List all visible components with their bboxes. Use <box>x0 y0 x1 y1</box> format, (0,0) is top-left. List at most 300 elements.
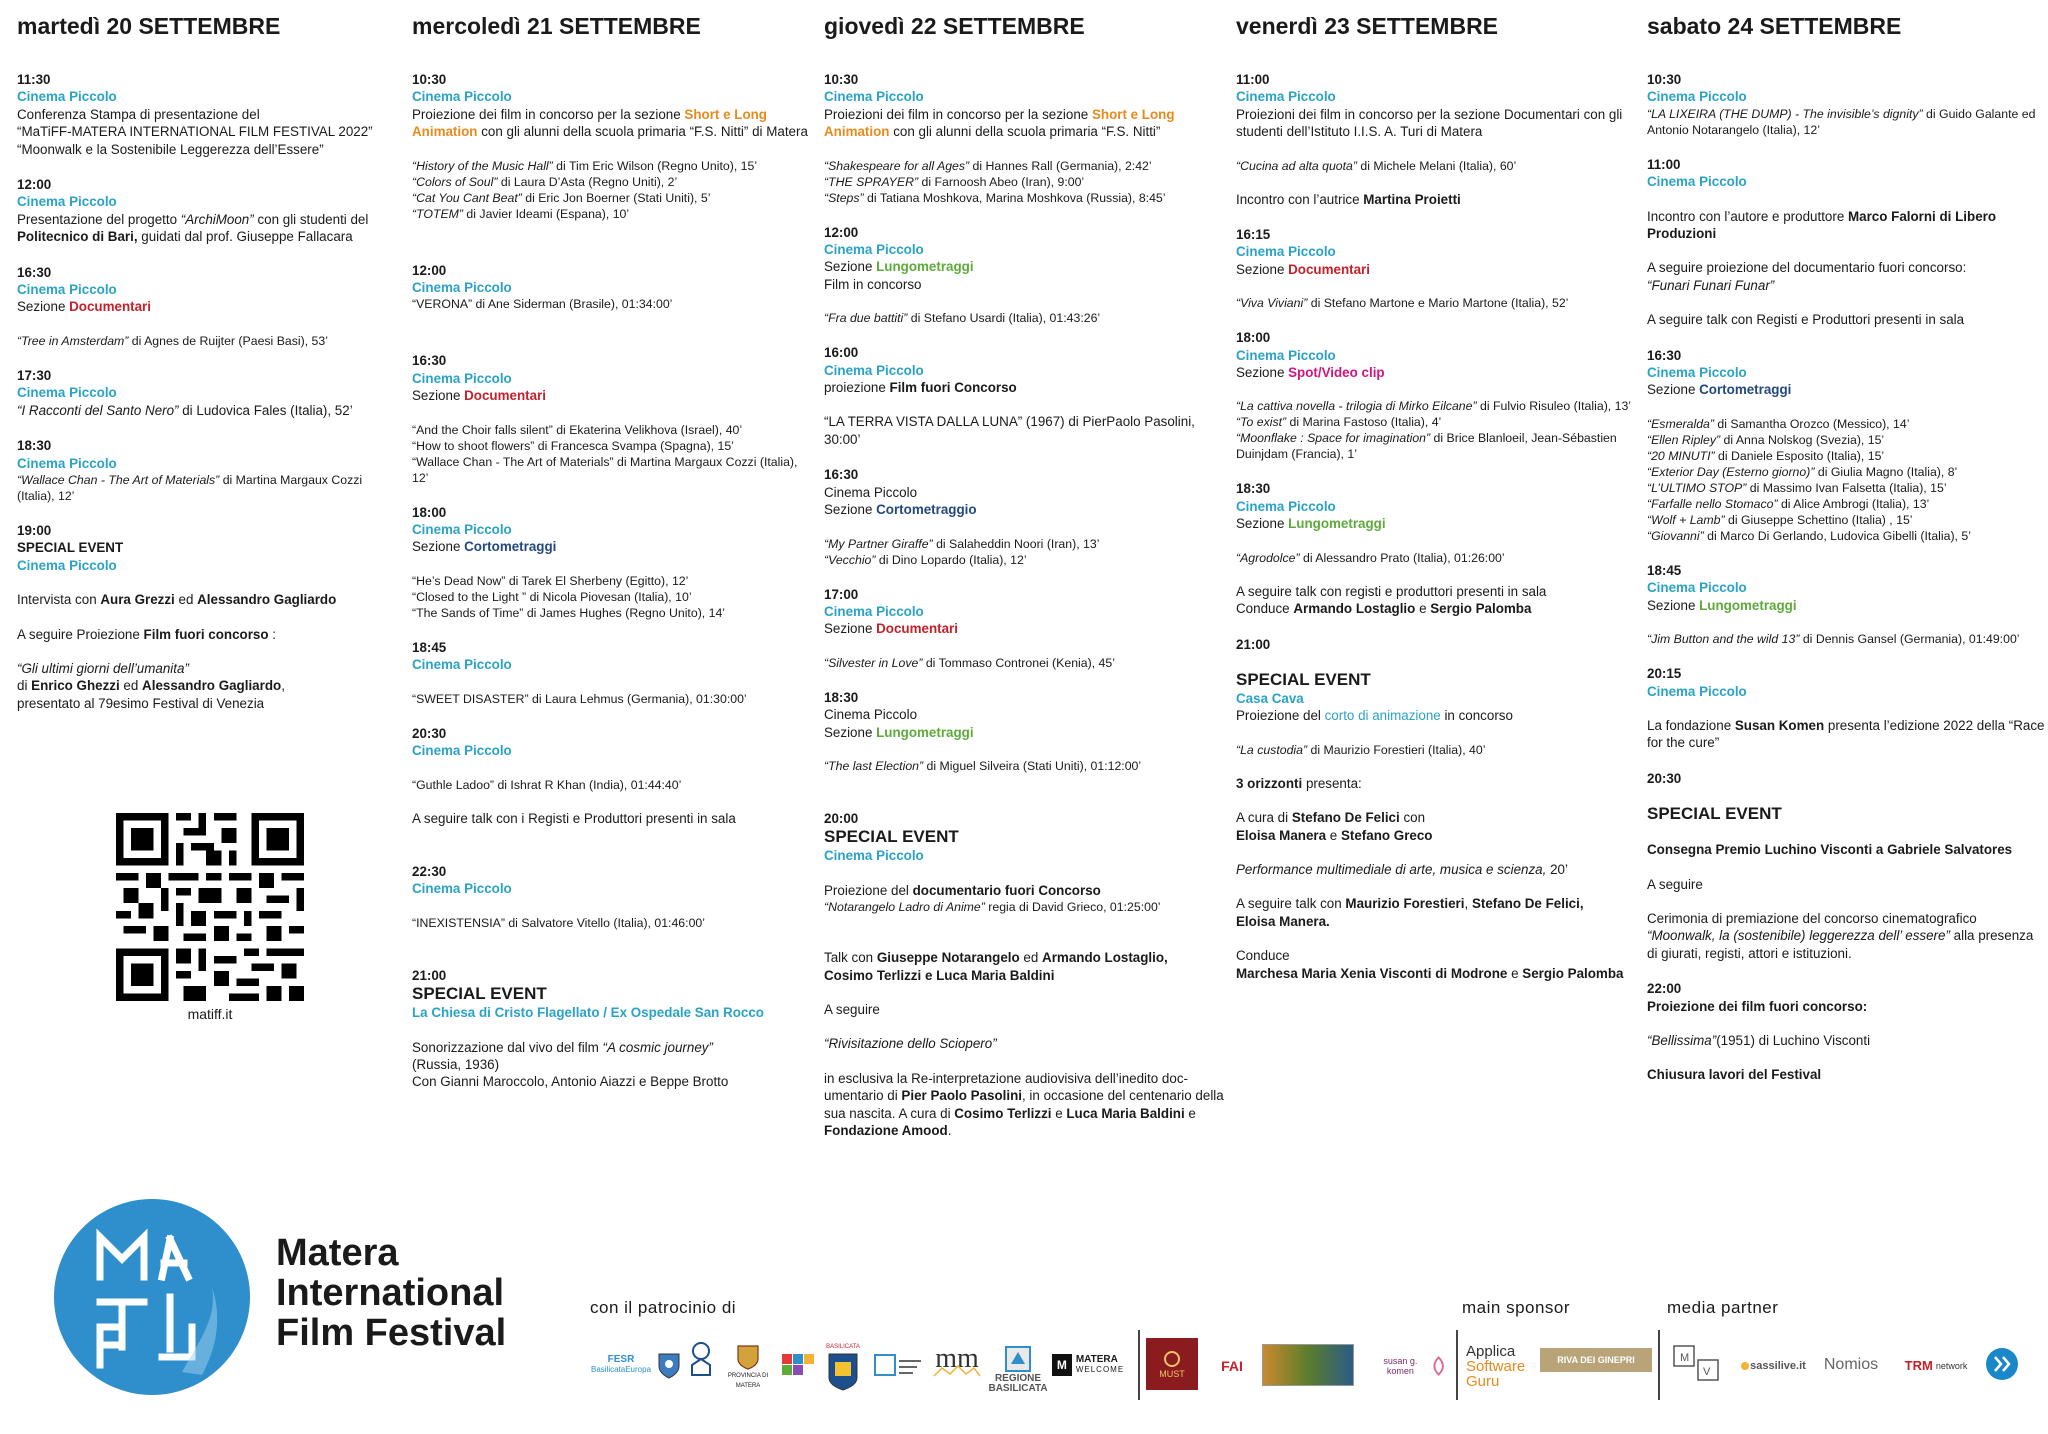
film-credit: di Ludovica Fales (Italia), 52’ <box>178 402 353 418</box>
text: Politecnico di Bari, <box>17 229 138 245</box>
film-title: “Bellissima” <box>1647 1032 1717 1048</box>
event-description <box>412 106 812 141</box>
film-title: “A cosmic journey” <box>602 1039 713 1055</box>
event-line <box>1236 827 1636 844</box>
text: La fondazione <box>1647 717 1735 733</box>
film-title: “TOTEM” <box>412 206 464 221</box>
text: Sezione <box>824 259 877 275</box>
event-line: Conferenza Stampa di presentazione del <box>17 106 260 122</box>
film-title: “Notarangelo Ladro di Anime” <box>824 900 985 915</box>
circle-brand-icon <box>1984 1346 2020 1382</box>
film-entry: “INEXISTENSIA” di Salvatore Vitello (Italia), 01:46:00’ <box>412 915 705 930</box>
event-venue: Cinema Piccolo <box>824 89 924 105</box>
text: Pier Paolo Pasolini <box>901 1088 1022 1104</box>
event-line: Con Gianni Maroccolo, Antonio Aiazzi e Beppe Brotto <box>412 1074 729 1090</box>
film-entry <box>824 758 1224 774</box>
film-title: “Cucina ad alta quota” <box>1236 158 1357 173</box>
event-time: 16:00 <box>824 345 859 361</box>
text: Sezione <box>824 502 877 518</box>
special-event-label: SPECIAL EVENT <box>1647 804 1782 824</box>
logo-text: FESR <box>607 1354 635 1365</box>
film-title: “My Partner Giraffe” <box>824 536 933 551</box>
film-entry <box>1647 1032 2047 1049</box>
text: Sezione <box>1647 382 1700 398</box>
event <box>17 176 402 246</box>
event <box>17 437 402 504</box>
film-title: “History of the Music Hall” <box>412 158 553 173</box>
event <box>17 264 402 349</box>
event-special <box>1647 770 2047 962</box>
event-time: 11:30 <box>17 72 51 87</box>
must-logo <box>1146 1338 1198 1390</box>
text: presenta l’edizione 2022 della “Race for the cure” <box>1647 717 2045 751</box>
film-credit: di Dennis Gansel (Germania), 01:49:00’ <box>1799 632 2020 647</box>
day-title: giovedì 22 SETTEMBRE <box>824 13 1085 39</box>
film-title: “Moonflake : Space for imagination” <box>1236 431 1431 446</box>
event-venue: Cinema Piccolo <box>17 89 117 105</box>
media-partner-label: media partner <box>1667 1298 1779 1317</box>
film-entry <box>824 174 1224 190</box>
day-title: venerdì 23 SETTEMBRE <box>1236 13 1499 39</box>
event-line <box>1236 895 1636 912</box>
event <box>824 71 1224 206</box>
event-venue: Cinema Piccolo <box>1647 174 1747 190</box>
text: proiezione <box>824 380 890 396</box>
day-column-tuesday <box>17 0 402 730</box>
text: Enrico Ghezzi <box>31 678 120 694</box>
riva-logo <box>1540 1348 1652 1372</box>
event-venue: Cinema Piccolo <box>17 282 117 298</box>
film-credit: di Javier Ideami (Espana), 10’ <box>463 206 630 221</box>
event-venue: Cinema Piccolo <box>1236 244 1336 260</box>
text: con gli alunni della scuola primaria “F.S. Nitti” <box>889 124 1161 140</box>
film-title: “Jim Button and the wild 13” <box>1647 632 1800 647</box>
section-category: Lungometraggi <box>876 724 974 740</box>
text: A seguire Proiezione <box>17 626 144 642</box>
logo-text: BasilicataEuropa <box>590 1365 652 1374</box>
event-line <box>1236 965 1636 982</box>
text: A seguire talk con <box>1236 896 1346 912</box>
event-line: Consegna Premio Luchino Visconti a Gabriele Salvatores <box>1647 842 2013 858</box>
event-time: 17:00 <box>824 586 859 602</box>
event <box>412 352 812 485</box>
event-venue-plain: Cinema Piccolo <box>824 484 918 500</box>
event-section <box>824 620 1224 637</box>
event-venue: Cinema Piccolo <box>412 89 512 105</box>
film-entry <box>1236 158 1636 174</box>
film-credit: di Tatiana Moshkova, Marina Moshkova (Russia), 8:45’ <box>863 190 1166 205</box>
film-list <box>824 536 1224 568</box>
film-title: “Esmeralda” <box>1647 416 1714 431</box>
film-title: “La custodia” <box>1236 742 1308 757</box>
event-line: Chiusura lavori del Festival <box>1647 1067 1822 1083</box>
logo-separator <box>1456 1330 1458 1400</box>
unesco-icon <box>686 1340 716 1382</box>
event-venue: Cinema Piccolo <box>17 455 117 471</box>
film-entry <box>1647 464 2047 480</box>
text: Presentazione del progetto <box>17 211 181 227</box>
text: Alessandro Gagliardo <box>142 678 282 694</box>
film-list <box>1236 398 1636 462</box>
day-column-wednesday <box>412 0 812 1109</box>
event <box>412 504 812 621</box>
section-category: Cortometraggi <box>464 539 557 555</box>
film-title: “Vecchio” <box>824 552 876 567</box>
film-entry: “LA TERRA VISTA DALLA LUNA” (1967) di PierPaolo Pasolini, 30:00’ <box>824 414 1195 447</box>
text: Stefano De Felici, <box>1471 896 1584 912</box>
film-credit: di Dino Lopardo (Italia), 12’ <box>875 552 1027 567</box>
film-entry <box>1236 414 1636 430</box>
event-line: A seguire talk con registi e produttori presenti in sala <box>1236 583 1547 599</box>
event <box>1647 71 2047 138</box>
section-category: corto di animazione <box>1324 708 1441 724</box>
film-credit: di Anna Nolskog (Svezia), 15’ <box>1720 432 1885 447</box>
text: Proiezione dei film in concorso per la sezione <box>412 106 685 122</box>
event-section <box>1236 364 1636 381</box>
film-title: “Cat You Cant Beat” <box>412 190 522 205</box>
film-title: “Agrodolce” <box>1236 550 1300 565</box>
film-entry: “He’s Dead Now” di Tarek El Sherbeny (Egitto), 12’ <box>412 573 689 588</box>
event-line <box>824 882 1224 899</box>
event-venue: La Chiesa di Cristo Flagellato / Ex Ospedale San Rocco <box>412 1005 764 1021</box>
section-category: Documentari <box>464 388 546 404</box>
logo-text: MUST <box>1159 1369 1185 1379</box>
susan-komen-logo <box>1370 1350 1446 1382</box>
mw-icon: M <box>1052 1354 1072 1376</box>
film-credit: di Daniele Esposito (Italia), 15’ <box>1714 448 1885 463</box>
applica-logo <box>1466 1338 1530 1394</box>
event-line: presentato al 79esimo Festival di Venezia <box>17 695 265 711</box>
event-line: “MaTiFF-MATERA INTERNATIONAL FILM FESTIVAL 2022” <box>17 124 373 140</box>
text: Sezione <box>17 299 70 315</box>
event-section <box>1236 515 1636 532</box>
day-column-friday <box>1236 0 1636 1000</box>
event-line <box>17 677 402 694</box>
film-entry <box>17 472 402 504</box>
film-title: “Ellen Ripley” <box>1647 432 1721 447</box>
text: Sezione <box>1236 261 1289 277</box>
text: ed <box>174 592 198 608</box>
event <box>412 71 812 222</box>
day-title: mercoledì 21 SETTEMBRE <box>412 13 701 39</box>
logo-text: susan g. komen <box>1383 1356 1418 1376</box>
event-venue: Cinema Piccolo <box>1647 89 1747 105</box>
film-entry <box>824 899 1224 915</box>
event-venue: Cinema Piccolo <box>1647 580 1747 596</box>
day-title: martedì 20 SETTEMBRE <box>17 13 281 39</box>
event-line: Film in concorso <box>824 276 922 292</box>
text: Giuseppe Notarangelo <box>876 950 1020 966</box>
film-entry <box>1236 398 1636 414</box>
event <box>824 466 1224 567</box>
film-credit: di Giuseppe Schettino (Italia) , 15’ <box>1724 512 1913 527</box>
film-list <box>1647 416 2047 544</box>
event-line: “Moonwalk e la Sostenibile Leggerezza dell’Essere” <box>17 141 324 157</box>
text: Sezione <box>412 388 465 404</box>
film-title: “Giovanni” <box>1647 528 1704 543</box>
event-description <box>824 1070 1224 1140</box>
film-entry <box>1647 528 2047 544</box>
film-credit: di Marina Fastoso (Italia), 4’ <box>1286 415 1442 430</box>
text: Talk con <box>824 950 877 966</box>
media-partner-icon <box>1668 1340 1728 1388</box>
film-entry <box>412 190 812 206</box>
logo-text: Applica <box>1466 1342 1516 1360</box>
film-entry <box>1647 512 2047 528</box>
event-venue-plain: Cinema Piccolo <box>824 707 918 723</box>
special-event-label: SPECIAL EVENT <box>412 984 547 1004</box>
matera-welcome-logo <box>1050 1350 1126 1380</box>
film-list <box>412 158 812 222</box>
event-line: Eloisa Manera. <box>1236 913 1330 929</box>
event-venue: Cinema Piccolo <box>824 848 924 864</box>
film-credit: di Stefano Usardi (Italia), 01:43:26’ <box>907 311 1101 326</box>
film-title: “20 MINUTI” <box>1647 448 1715 463</box>
film-entry <box>824 655 1224 671</box>
film-entry <box>824 190 1224 206</box>
event-section <box>1647 381 2047 398</box>
film-credit: di Salaheddin Noori (Iran), 13’ <box>932 536 1100 551</box>
qr-caption[interactable]: matiff.it <box>187 1006 233 1022</box>
film-credit: di Agnes de Ruijter (Paesi Basi), 53’ <box>128 333 328 348</box>
event-venue: Cinema Piccolo <box>412 370 512 386</box>
fai-logo <box>1206 1348 1258 1384</box>
text: 20’ <box>1546 861 1568 877</box>
film-title: “THE SPRAYER” <box>824 174 919 189</box>
festival-name <box>276 1233 506 1353</box>
film-title: “L’ULTIMO STOP” <box>1647 480 1747 495</box>
logo-text: Nomios <box>1823 1356 1879 1373</box>
text: “Moonwalk, la (sostenibile) leggerezza dell’ essere” <box>1647 928 1950 944</box>
festival-logo <box>52 1197 252 1397</box>
text: 3 orizzonti <box>1236 775 1303 791</box>
section-category: Lungometraggi <box>1288 516 1386 532</box>
event-section <box>17 298 402 315</box>
logo-text: PROVINCIA DI MATERA <box>727 1373 769 1389</box>
film-title: “I Racconti del Santo Nero” <box>17 402 179 418</box>
film-list <box>412 422 812 486</box>
event-line: A seguire talk con i Registi e Produttori presenti in sala <box>412 810 736 826</box>
film-credit: di Massimo Ivan Falsetta (Italia), 15’ <box>1746 480 1947 495</box>
film-entry <box>1647 416 2047 432</box>
film-title: “Viva Viviani” <box>1236 296 1308 311</box>
event-line <box>1236 191 1636 208</box>
nomios-logo <box>1818 1350 1884 1380</box>
text: alla presenza di giurati, registi, attori e istituzioni. <box>1647 928 2034 961</box>
text: Proiezione del <box>1236 708 1325 724</box>
event-venue: Cinema Piccolo <box>17 194 117 210</box>
film-credit: regia di David Grieco, 01:25:00’ <box>984 900 1161 915</box>
logo-text: sassilive.it <box>1750 1360 1806 1372</box>
event-line <box>824 379 1224 396</box>
film-title: “The last Election” <box>824 758 924 773</box>
text: Sezione <box>824 621 877 637</box>
event <box>1236 480 1636 617</box>
text: Sergio Palomba <box>1430 601 1532 617</box>
event-time: 16:15 <box>1236 227 1271 243</box>
event-venue: Casa Cava <box>1236 690 1304 706</box>
event-time: 18:30 <box>17 438 52 454</box>
logo-text: RIVA DEI GINEPRI <box>1557 1355 1635 1365</box>
film-entry: “Guthle Ladoo” di Ishrat R Khan (India), 01:44:40’ <box>412 777 682 792</box>
text: , <box>1464 896 1472 912</box>
qr-code[interactable] <box>116 813 304 1001</box>
event-venue: Cinema Piccolo <box>1647 365 1747 381</box>
event-line <box>1236 707 1636 724</box>
film-title: “Fra due battiti” <box>824 311 908 326</box>
text: Sonorizzazione dal vivo del film <box>412 1039 603 1055</box>
text: , in occasione del centenario della sua nascita. A cura di <box>824 1088 1224 1121</box>
film-entry <box>412 206 812 222</box>
event-line <box>1236 600 1636 617</box>
text: ed <box>1019 950 1043 966</box>
mm-logo <box>928 1334 986 1398</box>
text: Sezione <box>1236 516 1289 532</box>
film-credit: di Farnoosh Abeo (Iran), 9:00’ <box>918 174 1085 189</box>
film-title: “To exist” <box>1236 415 1287 430</box>
section-category: Lungometraggi <box>1699 597 1797 613</box>
event <box>824 344 1224 448</box>
film-list <box>824 158 1224 206</box>
festival-name-line: Film Festival <box>276 1312 507 1354</box>
film-title: “La cattiva novella - trilogia di Mirko Eilcane” <box>1236 399 1477 414</box>
text: : <box>268 626 276 642</box>
event-section <box>824 258 1224 275</box>
film-credit: di Alice Ambrogi (Italia), 13’ <box>1777 496 1930 511</box>
text: e <box>1507 965 1523 981</box>
event-venue: Cinema Piccolo <box>824 362 924 378</box>
event-venue: Cinema Piccolo <box>1236 89 1336 105</box>
text: Film fuori Concorso <box>889 380 1017 396</box>
film-credit: di Laura D’Asta (Regno Uniti), 2’ <box>497 174 678 189</box>
film-entry: “VERONA” di Ane Siderman (Brasile), 01:34:00’ <box>412 297 673 312</box>
text: Intervista con <box>17 592 101 608</box>
text: Film fuori concorso <box>143 626 269 642</box>
text: Sergio Palomba <box>1522 965 1624 981</box>
event-time: 10:30 <box>824 72 859 87</box>
festival-name-line: International <box>276 1272 505 1314</box>
film-credit: di Tim Eric Wilson (Regno Unito), 15’ <box>552 158 758 173</box>
event-section <box>1236 261 1636 278</box>
event <box>1647 562 2047 647</box>
fesr-logo <box>592 1345 650 1385</box>
film-entry <box>824 552 1224 568</box>
event-line <box>1236 809 1636 826</box>
special-event-label: SPECIAL EVENT <box>824 827 959 847</box>
text: Armando Lostaglio, <box>1042 950 1168 966</box>
event-venue: Cinema Piccolo <box>412 522 512 538</box>
text: con gli alunni della scuola primaria “F.S. Nitti” di Matera <box>477 124 808 140</box>
day-column-saturday <box>1647 0 2047 1102</box>
logo-text: BASILICATA <box>826 1344 860 1350</box>
event-time: 22:00 <box>1647 981 1682 997</box>
section-category: Spot/Video clip <box>1288 365 1385 381</box>
film-entry <box>1647 106 2047 138</box>
event <box>412 639 812 707</box>
film-entry: “And the Choir falls silent” di Ekaterina Velikhova (Israel), 40’ <box>412 422 743 437</box>
event-time: 12:00 <box>17 177 52 193</box>
event-time: 18:00 <box>412 504 447 520</box>
special-event-label: SPECIAL EVENT <box>1236 669 1371 689</box>
film-entry <box>1647 448 2047 464</box>
film-entry <box>1647 631 2047 647</box>
event-description: Proiezioni dei film in concorso per la sezione Documentari con gli studenti dell’Istituto I.I.S. A. Turi di Matera <box>1236 106 1623 140</box>
event-venue: Cinema Piccolo <box>1236 498 1336 514</box>
film-list <box>412 573 812 621</box>
event-time: 12:00 <box>412 262 447 278</box>
text: Marchesa Maria Xenia Visconti di Modrone <box>1236 965 1508 981</box>
event-special <box>17 522 402 712</box>
text: documentario fuori Concorso <box>912 882 1101 898</box>
event-time: 16:30 <box>17 264 52 280</box>
film-entry <box>1647 480 2047 496</box>
film-credit: di Hannes Rall (Germania), 2:42’ <box>969 158 1152 173</box>
text: in esclusiva la Re-interpretazione audiovisiva dell’inedito doc-umentario di <box>824 1070 1188 1104</box>
event <box>1647 980 2047 1084</box>
section-category: Documentari <box>1288 261 1370 277</box>
film-entry <box>17 402 402 419</box>
event-time: 12:00 <box>824 224 859 240</box>
film-credit: (1951) di Luchino Visconti <box>1716 1032 1871 1048</box>
text: con gli studenti del <box>253 211 369 227</box>
logo-text: WELCOME <box>1075 1365 1125 1374</box>
event-special <box>824 810 1224 1139</box>
text: Stefano Greco <box>1340 827 1433 843</box>
film-credit: di Marco Di Gerlando, Ludovica Gibelli (Italia), 5’ <box>1703 528 1971 543</box>
text: con <box>1399 810 1426 826</box>
event-section <box>824 501 1224 518</box>
event-special <box>1236 636 1636 982</box>
text: Proiezioni dei film in concorso per la sezione <box>824 106 1092 122</box>
event-section <box>412 538 812 555</box>
film-credit: di Eric Jon Boerner (Stati Uniti), 5’ <box>521 190 711 205</box>
event <box>17 367 402 419</box>
regione-logo <box>990 1336 1046 1402</box>
main-sponsor-label: main sponsor <box>1462 1298 1571 1317</box>
event <box>1236 226 1636 311</box>
event-venue: Cinema Piccolo <box>17 385 117 401</box>
film-entry: “Closed to the Light ” di Nicola Piovesan (Italia), 10’ <box>412 589 692 604</box>
film-credit: di Maurizio Forestieri (Italia), 40’ <box>1307 742 1486 757</box>
day-title: sabato 24 SETTEMBRE <box>1647 13 1902 39</box>
event <box>1236 71 1636 208</box>
basilicata-logo <box>822 1340 864 1394</box>
event <box>1647 347 2047 544</box>
text: e <box>1051 1105 1067 1121</box>
event <box>1647 665 2047 752</box>
event-time: 20:15 <box>1647 666 1682 682</box>
event-time: 16:30 <box>824 467 859 483</box>
film-entry <box>1236 742 1636 758</box>
logo-text: network <box>1935 1361 1968 1371</box>
event-venue: Cinema Piccolo <box>1236 347 1336 363</box>
text: , <box>281 678 285 694</box>
film-credit: di Giulia Magno (Italia), 8’ <box>1814 464 1958 479</box>
film-title: “Farfalle nello Stomaco” <box>1647 496 1778 511</box>
film-entry <box>17 333 402 349</box>
text: Alessandro Gagliardo <box>197 592 337 608</box>
text: Sezione <box>824 724 877 740</box>
event-time: 18:45 <box>412 639 447 655</box>
event-line <box>17 626 402 643</box>
logo-text: TRM <box>1904 1358 1933 1373</box>
film-title: “Exterior Day (Esterno giorno)” <box>1647 464 1815 479</box>
film-title: “Wallace Chan - The Art of Materials” <box>17 472 220 487</box>
cultura-icon <box>780 1352 816 1384</box>
film-title: “Gli ultimi giorni dell’umanita” <box>17 660 189 676</box>
event <box>824 224 1224 327</box>
text: Fondazione Amood <box>824 1123 948 1138</box>
